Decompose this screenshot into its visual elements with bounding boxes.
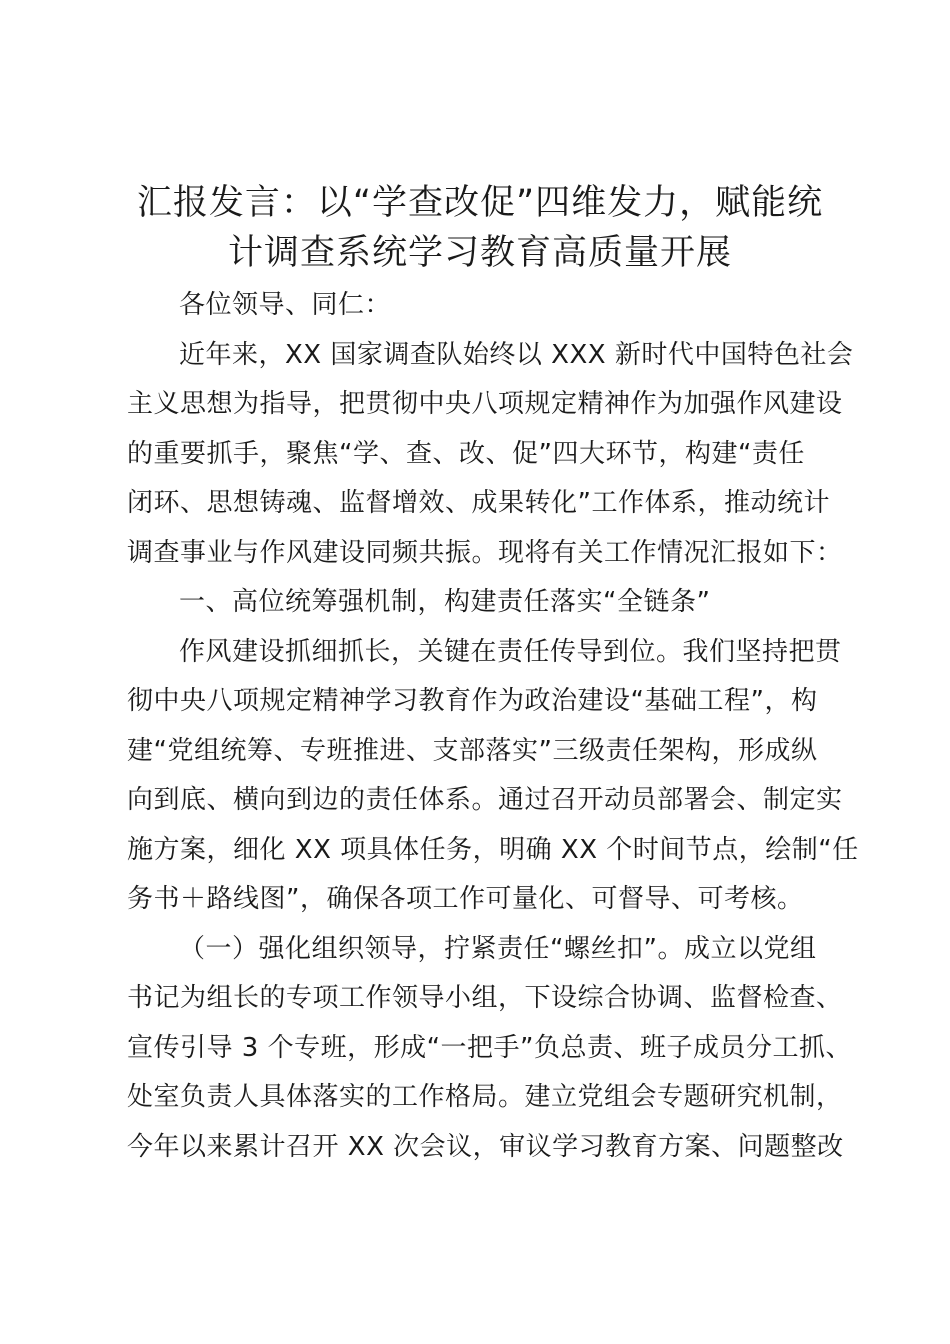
text-line: 书记为组长的专项工作领导小组，下设综合协调、监督检查、 bbox=[127, 983, 843, 1013]
section-heading: 一、高位统筹强机制，构建责任落实“全链条” bbox=[179, 587, 711, 617]
text-line: 务书＋路线图”，确保各项工作可量化、可督导、可考核。 bbox=[127, 884, 804, 914]
title-line-1: 汇报发言：以“学查改促”四维发力，赋能统 bbox=[136, 183, 824, 223]
subsection-paragraph bbox=[127, 925, 853, 1173]
text-line: 主义思想为指导，把贯彻中央八项规定精神作为加强作风建设 bbox=[127, 389, 843, 419]
text-line: 彻中央八项规定精神学习教育作为政治建设“基础工程”，构 bbox=[127, 686, 818, 716]
text-line: 向到底、横向到边的责任体系。通过召开动员部署会、制定实 bbox=[127, 785, 843, 815]
text-line: 建“党组统筹、专班推进、支部落实”三级责任架构，形成纵 bbox=[127, 735, 818, 766]
text-line: 作风建设抓细抓长，关键在责任传导到位。我们坚持把贯 bbox=[179, 636, 842, 667]
text-line: 宣传引导 3 个专班，形成“一把手”负总责、班子成员分工抓、 bbox=[127, 1032, 853, 1063]
section-paragraph bbox=[127, 628, 859, 925]
text-line: 处室负责人具体落实的工作格局。建立党组会专题研究机制， bbox=[127, 1082, 843, 1112]
text-line: 闭环、思想铸魂、监督增效、成果转化”工作体系，推动统计 bbox=[127, 488, 830, 518]
text-line: 调查事业与作风建设同频共振。现将有关工作情况汇报如下： bbox=[127, 537, 843, 568]
document-body bbox=[127, 281, 859, 1172]
intro-paragraph bbox=[127, 331, 854, 579]
text-line: 近年来，XX 国家调查队始终以 XXX 新时代中国特色社会 bbox=[179, 339, 854, 370]
document-title bbox=[110, 178, 850, 278]
salutation: 各位领导、同仁： bbox=[179, 290, 392, 320]
title-line-2: 计调查系统学习教育高质量开展 bbox=[227, 233, 732, 273]
text-line: 今年以来累计召开 XX 次会议，审议学习教育方案、问题整改 bbox=[127, 1131, 844, 1162]
text-line: 施方案，细化 XX 项具体任务，明确 XX 个时间节点，绘制“任 bbox=[127, 834, 859, 865]
text-line: （一）强化组织领导，拧紧责任“螺丝扣”。成立以党组 bbox=[179, 933, 817, 964]
text-line: 的重要抓手，聚焦“学、查、改、促”四大环节，构建“责任 bbox=[127, 438, 805, 469]
